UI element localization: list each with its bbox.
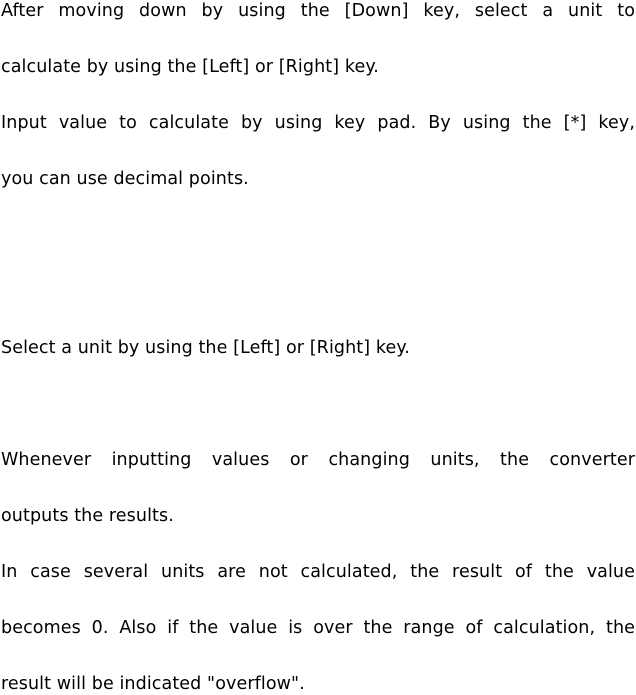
paragraph-5-line-1: In case several units are not calculated, the result of the value xyxy=(1,562,635,582)
paragraph-5-line-3: result will be indicated "overflow". xyxy=(1,674,305,694)
paragraph-3-line-1: Select a unit by using the [Left] or [Right] key. xyxy=(1,338,410,358)
paragraph-1-line-2: calculate by using the [Left] or [Right] key. xyxy=(1,57,379,77)
paragraph-4-line-2: outputs the results. xyxy=(1,506,174,526)
paragraph-1-line-1: After moving down by using the [Down] key, select a unit to xyxy=(1,1,635,21)
paragraph-2-line-2: you can use decimal points. xyxy=(1,169,249,189)
paragraph-4-line-1: Whenever inputting values or changing units, the converter xyxy=(1,450,635,470)
paragraph-5-line-2: becomes 0. Also if the value is over the range of calculation, the xyxy=(1,618,635,638)
paragraph-2-line-1: Input value to calculate by using key pad. By using the [*] key, xyxy=(1,113,635,133)
